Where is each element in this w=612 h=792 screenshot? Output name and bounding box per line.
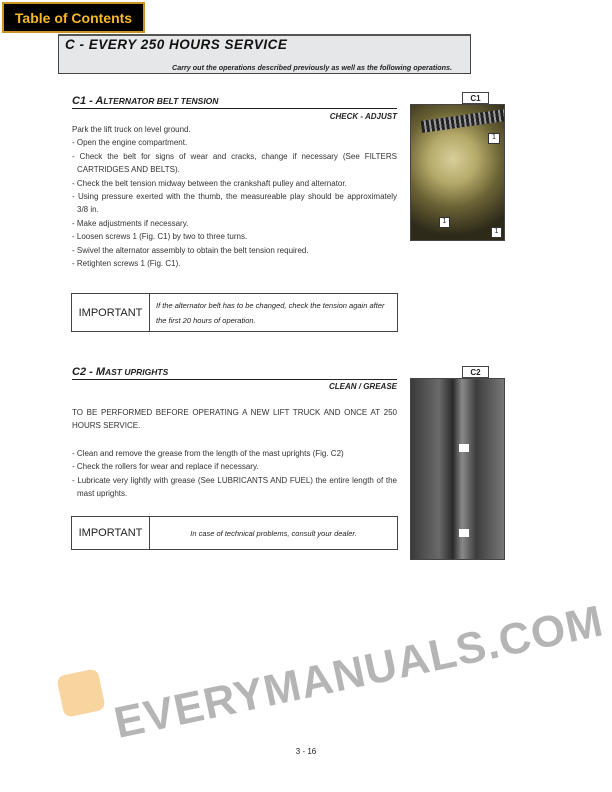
- c1-body: [72, 123, 397, 270]
- c2-important-box: [71, 516, 398, 550]
- c2-action: CLEAN / GREASE: [328, 382, 397, 391]
- callout: 1: [491, 227, 502, 238]
- callout: 1: [488, 133, 500, 144]
- arrow-marker: [459, 444, 469, 452]
- figure-label-c1: C1: [462, 92, 489, 104]
- important-text: If the alternator belt has to be changed, check the tension again after the first 20 hours of operation.: [156, 300, 385, 325]
- arrow-marker: [459, 529, 469, 537]
- watermark: EVERYMANUALS.COM: [110, 596, 608, 748]
- c2-intro: TO BE PERFORMED BEFORE OPERATING A NEW LIFT TRUCK AND ONCE AT 250 HOURS SERVICE.: [72, 408, 397, 431]
- list-item: - Open the engine compartment.: [72, 138, 188, 148]
- list-item: - Retighten screws 1 (Fig. C1).: [72, 259, 181, 269]
- list-item: - Check the belt for signs of wear and cracks, change if necessary (See FILTERS CARTRIDGES AND BELTS).: [72, 151, 397, 175]
- c1-heading-rest: LTERNATOR BELT TENSION: [103, 96, 219, 106]
- mast-uprights-photo: [410, 378, 505, 560]
- c1-action: CHECK - ADJUST: [329, 112, 397, 121]
- c2-heading: [72, 366, 397, 380]
- important-text: In case of technical problems, consult your dealer.: [190, 528, 357, 538]
- c2-heading-prefix: C2 - M: [72, 366, 105, 378]
- list-item: - Make adjustments if necessary.: [72, 218, 189, 228]
- section-header: [58, 34, 471, 74]
- list-item: - Lubricate very lightly with grease (See LUBRICANTS AND FUEL) the entire length of the mast uprights.: [72, 475, 397, 499]
- belt-shape: [421, 109, 505, 133]
- c1-important-box: [71, 293, 398, 332]
- c1-heading-prefix: C1 - A: [72, 95, 104, 107]
- important-label: IMPORTANT: [72, 294, 150, 331]
- watermark-logo: [56, 668, 106, 718]
- figure-label-c2: C2: [462, 366, 489, 378]
- c2-body: [72, 406, 397, 500]
- list-item: - Check the rollers for wear and replace if necessary.: [72, 462, 259, 472]
- c1-intro: Park the lift truck on level ground.: [72, 125, 191, 134]
- page-number: 3 - 16: [295, 747, 317, 756]
- list-item: - Check the belt tension midway between the crankshaft pulley and alternator.: [72, 178, 347, 188]
- list-item: - Using pressure exerted with the thumb, the measureable play should be approximately 3/8 in.: [72, 192, 397, 215]
- page-title: C - EVERY 250 HOURS SERVICE: [65, 37, 288, 52]
- c1-heading: [72, 95, 397, 109]
- callout: 1: [439, 217, 450, 228]
- alternator-belt-photo: [410, 104, 505, 241]
- c2-heading-rest: AST UPRIGHTS: [105, 367, 169, 377]
- page-subtitle: Carry out the operations described previously as well as the following operations.: [172, 63, 452, 72]
- important-label: IMPORTANT: [72, 517, 150, 549]
- list-item: - Swivel the alternator assembly to obtain the belt tension required.: [72, 245, 309, 255]
- table-of-contents-button[interactable]: Table of Contents: [2, 2, 145, 33]
- list-item: - Clean and remove the grease from the length of the mast uprights (Fig. C2): [72, 448, 344, 458]
- list-item: - Loosen screws 1 (Fig. C1) by two to three turns.: [72, 232, 248, 242]
